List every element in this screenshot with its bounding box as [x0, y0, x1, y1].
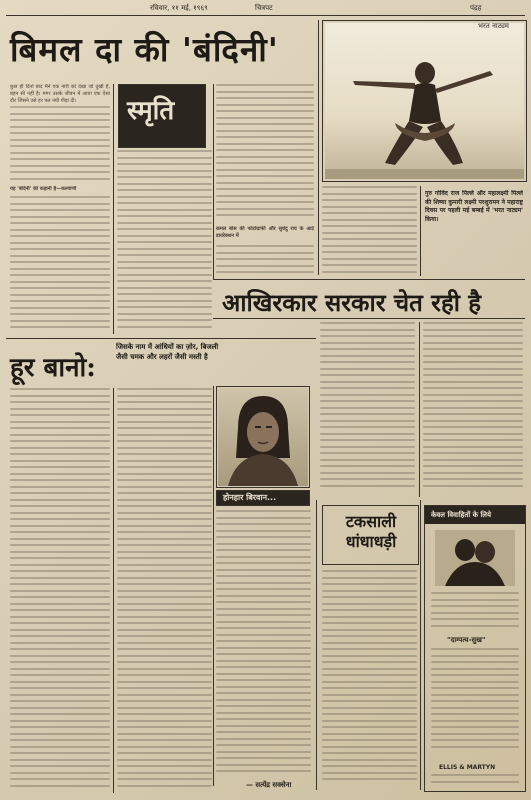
- ad-heading-bar: [425, 506, 525, 524]
- govt-top-rule: [213, 279, 525, 280]
- govt-text-col2: [423, 322, 523, 497]
- hoor-subhead: जिसके नाम में आंधियों का ज़ोर, बिजली जैसी चमक और लहरों जैसी मस्ती है: [116, 343, 219, 361]
- page-header: [0, 2, 531, 16]
- rising-talent-box: [216, 490, 310, 506]
- ad-address: [431, 774, 519, 788]
- bimal-text-col1a: [10, 106, 110, 186]
- bimal-text-col4: [322, 186, 417, 276]
- govt-text-col1: [320, 322, 415, 497]
- col-divider-8: [316, 500, 317, 790]
- col-divider-4: [420, 186, 421, 276]
- govt-bottom-rule: [213, 318, 525, 319]
- dance-photo-frame: [322, 20, 527, 182]
- bimal-novel-line: यह 'बंदिनी' की कहानी है—कल्याणी: [10, 186, 77, 192]
- hoor-photo-frame: [216, 386, 310, 488]
- col-divider-6: [113, 388, 114, 793]
- bimal-text-col1b: [10, 196, 110, 334]
- dance-photo-label: भरत नाट्यम: [478, 22, 509, 30]
- bimal-text-col3a: [216, 84, 314, 224]
- dhandhli-headline: टकसाली धांधाधड़ी: [345, 512, 397, 551]
- col-divider-7: [213, 386, 214, 786]
- header-date: रविवार, ११ मई, १९६९: [150, 4, 208, 12]
- header-page-number: पंद्रह: [470, 4, 482, 12]
- smriti-logo: [118, 84, 206, 148]
- ad-brand: "दाम्पत्य-सुख": [447, 636, 486, 644]
- ad-illustration: [435, 530, 515, 586]
- header-publication: चित्रपट: [255, 4, 273, 12]
- dhandhli-headline-box: [322, 505, 419, 565]
- bimal-author: — सत्येंद्र सक्सेना: [246, 781, 292, 789]
- col-divider-1: [113, 84, 114, 334]
- bimal-opening: कुछ ही दिनों बाद मैंने एक नारी को देखा जो दुखी है, बहन सी नहीं है। मगर उसके जीवन में आया एक ऐसा दौर जिसने उसे हर पल नयी पीड़ा दी।: [10, 84, 110, 104]
- hoor-headline: हूर बानो:: [10, 353, 96, 383]
- bimal-credit: कमल बोस की फोटोग्राफी और सुधेंदु राय के आर्ट डायरेक्शन में: [216, 226, 314, 239]
- smriti-logo-text: स्मृति: [127, 96, 175, 126]
- hoor-text-col3: [216, 510, 311, 780]
- dhandhli-text: [322, 570, 417, 790]
- ad-company: ELLIS & MARTYN: [439, 764, 496, 771]
- ad-text-b: [431, 648, 519, 753]
- col-divider-3: [318, 20, 319, 275]
- bimal-headline: बिमल दा की 'बंदिनी': [10, 30, 279, 69]
- dance-side-caption: गुरु गोविंद राज पिल्ले और महालक्ष्मी पिल्ले की शिष्या कुमारी लक्ष्मी परशुरामन ने महाराष्ट्र दिवस पर पहली मई बम्बई में 'भरत नाट्यम' किया।: [425, 190, 523, 223]
- hoor-text-col2: [117, 388, 212, 793]
- col-divider-9: [420, 500, 421, 790]
- hoor-photo: [218, 388, 308, 486]
- ad-box: [424, 505, 526, 792]
- dance-photo: [325, 23, 524, 179]
- bimal-text-col2: [117, 150, 212, 335]
- govt-headline: आखिरकार सरकार चेत रही है: [222, 288, 482, 317]
- hoor-top-rule: [6, 338, 316, 339]
- hoor-text-col1: [10, 388, 110, 793]
- ad-heading: केवल विवाहितों के लिये: [431, 511, 492, 519]
- bimal-text-col3b: [216, 245, 314, 275]
- col-divider-2: [213, 84, 214, 279]
- ad-text-a: [431, 592, 519, 632]
- col-divider-5: [419, 322, 420, 497]
- header-rule: [6, 15, 525, 16]
- rising-talent-label: होनहार बिरवान...: [223, 493, 277, 502]
